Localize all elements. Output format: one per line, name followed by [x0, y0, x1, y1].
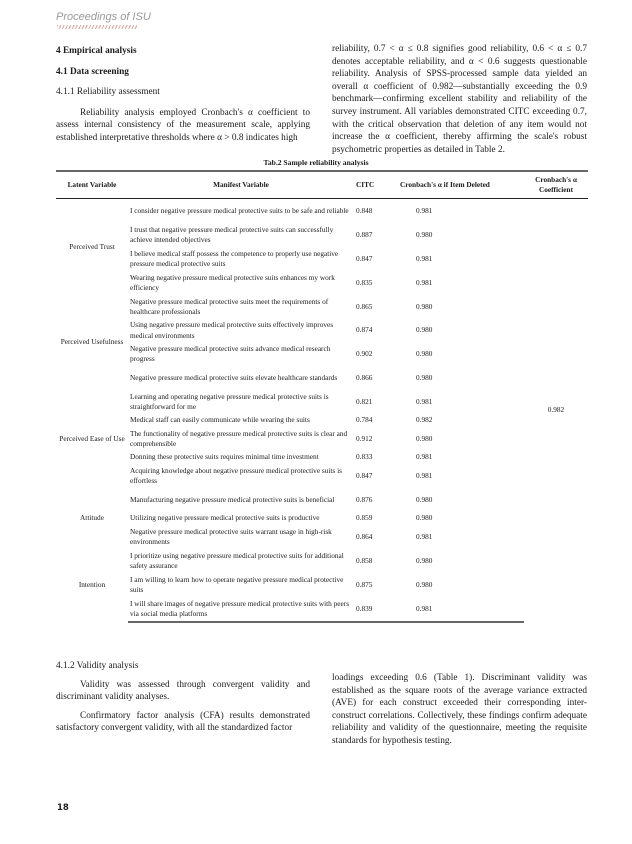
manifest-variable-cell: [128, 525, 352, 549]
manifest-variable-text: Donning these protective suits requires minimal time investment: [130, 452, 319, 462]
manifest-variable-text: Negative pressure medical protective suits advance medical research progress: [130, 343, 331, 363]
table-row: [56, 247, 588, 271]
citc-cell: 0.902: [356, 348, 373, 358]
citc-cell: 0.876: [356, 494, 373, 504]
citc-cell: 0.847: [356, 470, 373, 480]
table-row: [56, 223, 588, 247]
bottom-right-column: [332, 672, 587, 748]
manifest-variable-text: Medical staff can easily communicate while wearing the suits: [130, 415, 310, 425]
manifest-variable-text: Negative pressure medical protective suits warrant usage in high-risk environments: [130, 526, 332, 546]
alpha-if-deleted-cell: 0.980: [416, 433, 433, 443]
journal-title: Proceedings of ISU: [56, 11, 151, 23]
subsubsection-heading: 4.1.2 Validity analysis: [56, 661, 139, 671]
citc-cell: 0.848: [356, 205, 373, 215]
manifest-variable-text: I will share images of negative pressure medical protective suits with peers via social media platforms: [130, 598, 350, 618]
manifest-variable-text: I believe medical staff possess the competence to properly use negative pressure medical protective suits: [130, 248, 339, 268]
citc-cell: 0.858: [356, 555, 373, 565]
table-row: [56, 512, 588, 525]
alpha-if-deleted-cell: 0.980: [416, 229, 433, 239]
header-manifest-variable: Manifest Variable: [213, 179, 269, 189]
citc-cell: 0.847: [356, 253, 373, 263]
table-row: [56, 271, 588, 295]
citc-cell: 0.875: [356, 579, 373, 589]
citc-cell: 0.887: [356, 229, 373, 239]
citc-cell: 0.912: [356, 433, 373, 443]
citc-cell: 0.784: [356, 415, 373, 425]
citc-cell: 0.866: [356, 372, 373, 382]
latent-variable-cell: Attitude: [80, 513, 104, 523]
alpha-if-deleted-cell: 0.981: [416, 253, 433, 263]
manifest-variable-cell: [128, 342, 352, 366]
manifest-variable-cell: [128, 223, 352, 247]
manifest-variable-cell: [128, 549, 352, 573]
latent-variable-cell: Perceived Ease of Use: [59, 433, 125, 443]
manifest-variable-text: Acquiring knowledge about negative pressure medical protective suits is effortless: [130, 465, 342, 485]
body-paragraph: Confirmatory factor analysis (CFA) results demonstrated satisfactory convergent validity, with all the standardized factor: [56, 710, 310, 734]
latent-variable-cell: Intention: [78, 580, 106, 590]
right-column: [332, 43, 587, 156]
manifest-variable-cell: [128, 427, 352, 451]
page-number: 18: [57, 803, 69, 813]
manifest-variable-text: Wearing negative pressure medical protective suits enhances my work efficiency: [130, 272, 335, 292]
header-alpha-if-deleted: Cronbach's α if Item Deleted: [400, 179, 490, 189]
manifest-variable-text: Negative pressure medical protective suits elevate healthcare standards: [130, 372, 338, 382]
body-paragraph: Validity was assessed through convergent validity and discriminant validity analyses.: [56, 679, 310, 703]
table-row: [56, 295, 588, 319]
subsection-heading: 4.1 Data screening: [56, 66, 129, 77]
alpha-if-deleted-cell: 0.982: [416, 415, 433, 425]
manifest-variable-cell: [128, 319, 352, 342]
table-row: [56, 414, 588, 427]
table-row: [56, 366, 588, 390]
alpha-if-deleted-cell: 0.980: [416, 325, 433, 335]
manifest-variable-cell: [128, 271, 352, 295]
manifest-variable-cell: [128, 247, 352, 271]
citc-cell: 0.859: [356, 513, 373, 523]
header-citc: CITC: [356, 179, 375, 189]
body-paragraph: reliability, 0.7 < α ≤ 0.8 signifies good reliability, 0.6 < α ≤ 0.7 denotes acceptable reliability, and α < 0.6 suggests questionable reliability. Analysis of SPSS-processed sample data yielded an overall α coefficient of 0.982—substantially exceeding the 0.9 benchmark—confirming excellent stability and reliability of the survey instrument. All variables demonstrated CITC exceeding 0.7, with the critical observation that deletion of any item would not increase the α coefficient, thereby affirming the scale's robust psychometric properties as detailed in Table 2.: [332, 44, 587, 155]
left-column: [56, 45, 310, 145]
latent-variable-cell: Perceived Usefulness: [60, 337, 124, 347]
subsubsection-heading: 4.1.1 Reliability assessment: [56, 87, 160, 98]
table-caption: Tab.2 Sample reliability analysis: [263, 158, 369, 167]
table-row: [56, 597, 588, 622]
manifest-variable-cell: [128, 512, 352, 525]
alpha-if-deleted-cell: 0.981: [416, 205, 433, 215]
table-row: [56, 549, 588, 573]
alpha-if-deleted-cell: 0.981: [416, 396, 433, 406]
manifest-variable-text: Manufacturing negative pressure medical protective suits is beneficial: [130, 494, 335, 504]
header-latent-variable: Latent Variable: [67, 179, 117, 189]
alpha-if-deleted-cell: 0.980: [416, 579, 433, 589]
table-row: [56, 319, 588, 342]
journal-title-underline: [57, 25, 137, 29]
citc-cell: 0.864: [356, 531, 373, 541]
overall-alpha-cell: 0.982: [547, 405, 565, 415]
alpha-if-deleted-cell: 0.981: [416, 531, 433, 541]
manifest-variable-text: Utilizing negative pressure medical protective suits is productive: [130, 513, 320, 523]
body-paragraph: loadings exceeding 0.6 (Table 1). Discriminant validity was established as the square roots of the average variance extracted (AVE) for each construct exceeded their corresponding inter-construct correlations. Collectively, these findings confirm adequate reliability and validity of the questionnaire, meeting the requisite standards for hypothesis testing.: [332, 673, 587, 746]
manifest-variable-text: Using negative pressure medical protective suits effectively improves medical environments: [130, 320, 334, 340]
citc-cell: 0.835: [356, 277, 373, 287]
alpha-if-deleted-cell: 0.980: [416, 301, 433, 311]
alpha-if-deleted-cell: 0.981: [394, 597, 524, 622]
citc-cell: 0.865: [356, 301, 373, 311]
body-paragraph: Reliability analysis employed Cronbach's α coefficient to assess internal consistency of the measurement scale, applying established interpretative thresholds where α > 0.8 indicates high: [56, 107, 310, 143]
header-alpha-coefficient: Cronbach's α Coefficient: [535, 174, 577, 194]
alpha-if-deleted-cell: 0.981: [416, 470, 433, 480]
table-row: [56, 488, 588, 512]
manifest-variable-text: I trust that negative pressure medical protective suits can successfully achieve intended objectives: [130, 224, 334, 244]
alpha-if-deleted-cell: 0.980: [416, 555, 433, 565]
manifest-variable-cell: [128, 366, 352, 390]
manifest-variable-text: Learning and operating negative pressure medical protective suits is straightforward for me: [130, 391, 329, 411]
table-row: [56, 451, 588, 464]
citc-cell: 0.874: [356, 325, 373, 335]
manifest-variable-cell: [128, 597, 352, 622]
manifest-variable-text: I prioritize using negative pressure medical protective suits for additional safety assurance: [130, 550, 344, 570]
manifest-variable-text: I am willing to learn how to operate negative pressure medical protective suits: [130, 574, 344, 594]
alpha-if-deleted-cell: 0.980: [416, 494, 433, 504]
reliability-table: [56, 170, 588, 623]
table-row: [56, 464, 588, 488]
manifest-variable-cell: [128, 199, 352, 224]
alpha-if-deleted-cell: 0.980: [416, 513, 433, 523]
alpha-if-deleted-cell: 0.981: [416, 277, 433, 287]
manifest-variable-text: The functionality of negative pressure medical protective suits is clear and comprehensible: [130, 428, 348, 448]
manifest-variable-cell: [128, 488, 352, 512]
manifest-variable-cell: [128, 451, 352, 464]
table-row: [56, 427, 588, 451]
table-row: [56, 525, 588, 549]
latent-variable-cell: Perceived Trust: [69, 241, 115, 251]
section-heading: 4 Empirical analysis: [56, 46, 137, 56]
manifest-variable-text: I consider negative pressure medical protective suits to be safe and reliable: [130, 205, 349, 215]
citc-cell: 0.839: [352, 597, 394, 622]
manifest-variable-cell: [128, 295, 352, 319]
table-row: [56, 342, 588, 366]
table-header-row: [56, 171, 588, 199]
manifest-variable-cell: [128, 573, 352, 597]
citc-cell: 0.821: [356, 396, 373, 406]
manifest-variable-cell: [128, 414, 352, 427]
table-row: [56, 390, 588, 414]
citc-cell: 0.833: [356, 452, 373, 462]
table-row: [56, 199, 588, 224]
alpha-if-deleted-cell: 0.981: [416, 452, 433, 462]
alpha-if-deleted-cell: 0.980: [416, 348, 433, 358]
bottom-left-column: [56, 660, 310, 735]
table-row: [56, 573, 588, 597]
manifest-variable-cell: [128, 464, 352, 488]
alpha-if-deleted-cell: 0.980: [416, 372, 433, 382]
manifest-variable-text: Negative pressure medical protective suits meet the requirements of healthcare professionals: [130, 296, 329, 316]
manifest-variable-cell: [128, 390, 352, 414]
